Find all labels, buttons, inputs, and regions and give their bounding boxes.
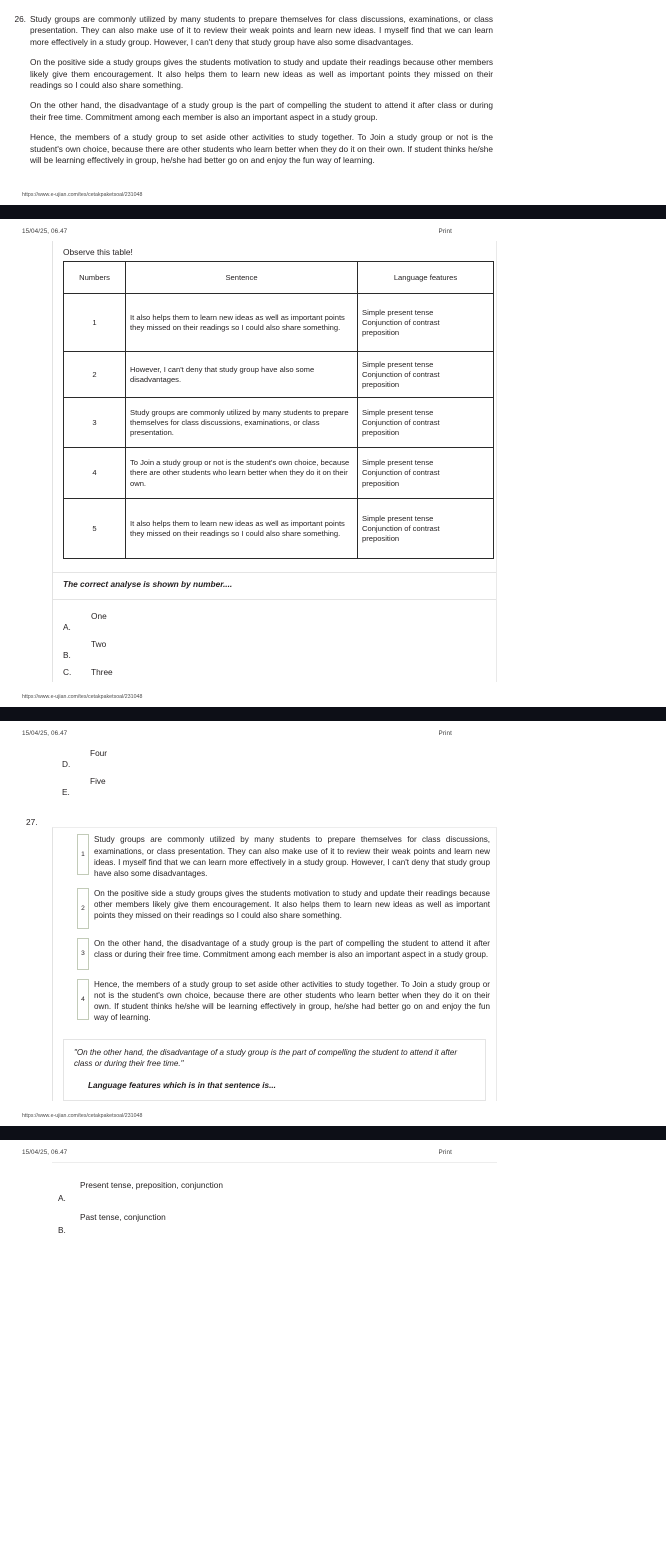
spacer (0, 166, 666, 192)
numbered-paragraph-3 (53, 938, 496, 970)
feature-item: preposition (362, 534, 400, 544)
row-features (358, 294, 494, 352)
paragraph-index-box[interactable]: 3 (77, 938, 89, 970)
option-e[interactable] (0, 775, 666, 803)
quoted-sentence: "On the other hand, the disadvantage of a study group is the part of compelling the student to attend it after class or during their free time." (74, 1048, 458, 1069)
feature-item: preposition (362, 328, 400, 338)
observe-instruction: Observe this table! (63, 247, 133, 258)
paragraph-index-box[interactable]: 2 (77, 888, 89, 929)
numbered-paragraph-2 (53, 888, 496, 929)
question-27-number: 27. (26, 817, 38, 828)
question-26-table-card (52, 241, 497, 682)
row-features (358, 398, 494, 448)
table-row (64, 398, 494, 448)
feature-item: Conjunction of contrast (362, 317, 440, 327)
print-header-4 (0, 1140, 666, 1162)
print-link-2[interactable]: Print (438, 228, 452, 236)
feature-item: preposition (362, 478, 400, 488)
option-label: Present tense, preposition, conjunction (80, 1179, 223, 1190)
option-letter: D. (62, 759, 71, 770)
row-sentence: However, I can't deny that study group have also some disadvantages. (126, 352, 358, 398)
option-letter: C. (63, 667, 72, 678)
language-features-table (63, 261, 494, 559)
option-d[interactable] (0, 747, 666, 775)
question-26-passage (30, 14, 493, 166)
question-26-number: 26. (14, 14, 26, 24)
option-b[interactable] (53, 638, 496, 666)
passage-paragraph: On the positive side a study groups gives the students motivation to study and update their readings because other members likely give them encouragement. It also helps them to learn new ideas as well as important points they missed on their readings so I could also share something. (30, 57, 493, 91)
passage-paragraph: On the other hand, the disadvantage of a study group is the part of compelling the student to attend it after class or during their free time. Commitment among each member is also an important aspect in a study group. (30, 100, 493, 122)
print-link-4[interactable]: Print (438, 1148, 452, 1156)
feature-item: Conjunction of contrast (362, 523, 440, 533)
feature-item: Simple present tense (362, 458, 434, 468)
table-row (64, 294, 494, 352)
passage-paragraph: Hence, the members of a study group to set aside other activities to study together. To Join a study group or not is the student's own choice, because there are other students who learn better when they do it on their own. If student thinks he/she will be learning effectively in group, he/she had better go on and enjoy the fun way of learning. (30, 132, 493, 166)
option-a[interactable] (0, 1179, 666, 1211)
printed-page-1 (0, 0, 666, 205)
question-26-block (0, 0, 666, 166)
row-number: 2 (64, 352, 126, 398)
page-separator-3 (0, 1126, 666, 1140)
paragraph-text: Study groups are commonly utilized by many students to prepare themselves for class discussions, examinations, or class presentation. They can also make use of it to review their weak points and learn new ideas. I myself find that we can learn more effectively in a study group. However, I can't deny that study group have also some disadvantages. (94, 835, 490, 878)
question-26-options-part1 (53, 600, 496, 682)
row-number: 3 (64, 398, 126, 448)
question-27-quote-box (63, 1039, 486, 1100)
option-a[interactable] (53, 610, 496, 638)
option-label: Five (90, 776, 106, 787)
table-header-language-features: Language features (358, 262, 494, 294)
numbered-paragraph-1 (53, 834, 496, 878)
row-features (358, 352, 494, 398)
row-sentence: To Join a study group or not is the student's own choice, because there are other students who learn better when they do it on their own. (126, 448, 358, 499)
option-label: One (91, 611, 107, 622)
footer-url-2[interactable]: https://www.e-ujian.com/tes/cetakpaketsoal/231048 (22, 694, 143, 701)
table-row (64, 352, 494, 398)
option-b[interactable] (0, 1211, 666, 1243)
feature-item: Conjunction of contrast (362, 468, 440, 478)
footer-url-1[interactable]: https://www.e-ujian.com/tes/cetakpaketsoal/231048 (22, 192, 143, 199)
print-date-4: 15/04/25, 06.47 (22, 1148, 68, 1156)
paragraph-text: On the other hand, the disadvantage of a study group is the part of compelling the student to attend it after class or during their free time. Commitment among each member is also an important aspect in a study group. (94, 938, 490, 959)
table-header-numbers: Numbers (64, 262, 126, 294)
feature-item: Simple present tense (362, 407, 434, 417)
row-sentence: Study groups are commonly utilized by many students to prepare themselves for class discussions, examinations, or class presentation. (126, 398, 358, 448)
row-features (358, 448, 494, 499)
paragraph-text: On the positive side a study groups gives the students motivation to study and update their readings because other members likely give them encouragement. It also helps them to learn new ideas as well as important points they missed on their readings so I could also share something. (94, 888, 490, 921)
print-header-2 (0, 219, 666, 241)
feature-item: Simple present tense (362, 359, 434, 369)
question-26-options-part2 (0, 743, 666, 803)
table-header-sentence: Sentence (126, 262, 358, 294)
option-letter: E. (62, 787, 70, 798)
feature-item: Conjunction of contrast (362, 417, 440, 427)
feature-item: preposition (362, 428, 400, 438)
option-letter: A. (58, 1192, 66, 1203)
question-27-card (52, 827, 497, 1100)
feature-item: Conjunction of contrast (362, 369, 440, 379)
table-row (64, 499, 494, 559)
question-27-stem: Language features which is in that sentence is... (88, 1080, 276, 1090)
numbered-paragraph-4 (53, 979, 496, 1023)
question-27-options (0, 1163, 666, 1243)
paragraph-index-box[interactable]: 1 (77, 834, 89, 875)
page-separator-1 (0, 205, 666, 219)
table-row (64, 448, 494, 499)
footer-url-3[interactable]: https://www.e-ujian.com/tes/cetakpaketsoal/231048 (22, 1112, 143, 1119)
option-label: Two (91, 639, 107, 650)
printed-page-2 (0, 219, 666, 707)
feature-item: Simple present tense (362, 307, 434, 317)
option-letter: A. (63, 622, 71, 633)
row-sentence: It also helps them to learn new ideas as well as important points they missed on their readings so I could also share something. (126, 499, 358, 559)
print-date-2: 15/04/25, 06.47 (22, 228, 68, 236)
printed-page-3 (0, 721, 666, 1125)
option-label: Three (91, 667, 113, 678)
feature-item: Simple present tense (362, 513, 434, 523)
printed-page-4 (0, 1140, 666, 1243)
option-letter: B. (63, 650, 71, 661)
feature-item: preposition (362, 380, 400, 390)
print-header-3 (0, 721, 666, 743)
spacer (0, 1101, 666, 1113)
paragraph-index-box[interactable]: 4 (77, 979, 89, 1020)
row-number: 5 (64, 499, 126, 559)
option-label: Past tense, conjunction (80, 1211, 166, 1222)
row-number: 1 (64, 294, 126, 352)
paragraph-text: Hence, the members of a study group to set aside other activities to study together. To Join a study group or not is the student's own choice, because there are other students who learn better when they do it on their own. If student thinks he/she will be learning effectively in group, he/she had better go on and enjoy the fun way of learning. (94, 979, 490, 1023)
row-number: 4 (64, 448, 126, 499)
print-date-3: 15/04/25, 06.47 (22, 730, 68, 738)
option-c[interactable] (53, 666, 496, 682)
passage-paragraph: Study groups are commonly utilized by many students to prepare themselves for class discussions, examinations, or class presentation. They can also make use of it to review their weak points and learn new ideas. I myself find that we can learn more effectively in a study group. However, I can't deny that study group have also some disadvantages. (30, 14, 493, 47)
row-sentence: It also helps them to learn new ideas as well as important points they missed on their readings so I could also share something. (126, 294, 358, 352)
spacer (0, 682, 666, 694)
option-label: Four (90, 748, 108, 759)
option-letter: B. (58, 1224, 66, 1235)
table-header-row (64, 262, 494, 294)
row-features (358, 499, 494, 559)
print-link-3[interactable]: Print (438, 730, 452, 738)
page-separator-2 (0, 707, 666, 721)
question-26-stem: The correct analyse is shown by number.... (53, 572, 496, 600)
